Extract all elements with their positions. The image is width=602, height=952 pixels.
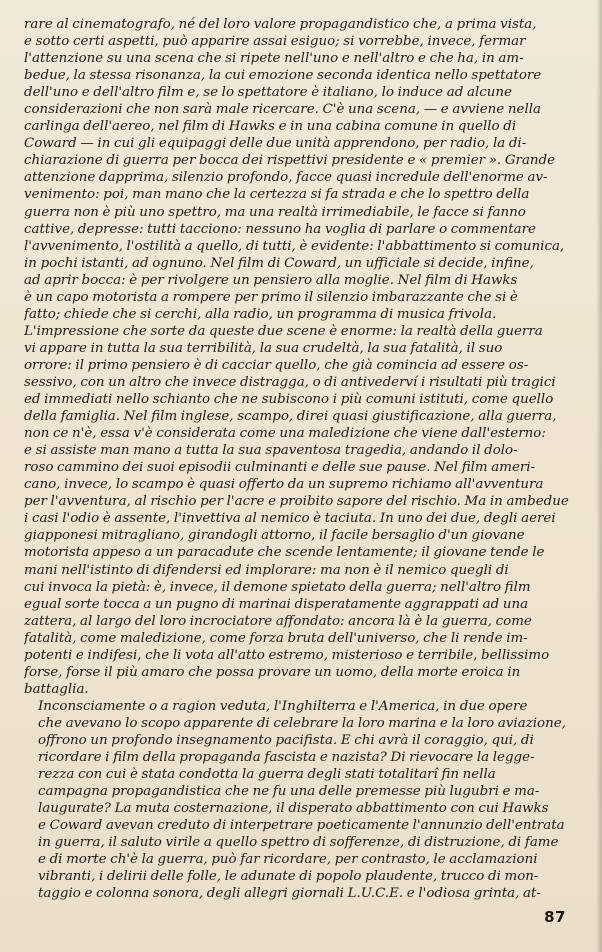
text-line: egual sorte tocca a un pugno di marinai disperatamente aggrappati ad una — [24, 596, 529, 612]
text-line: in guerra, il saluto virile a quello spettro di sofferenze, di distruzione, di fame — [38, 835, 559, 851]
text-line: venimento: poi, man mano che la certezza si fa strada e che lo spettro della — [24, 187, 530, 203]
text-line: cui invoca la pietà: è, invece, il demone spietato della guerra; nell'altro film — [24, 579, 531, 595]
text-line: motorista appeso a un paracadute che scende lentamente; il giovane tende le — [24, 545, 545, 561]
text-line: vi appare in tutta la sua terribilità, la sua crudeltà, la sua fatalità, il suo — [24, 340, 503, 356]
text-line: e sotto certi aspetti, può apparire assai esiguo; si vorrebbe, invece, fermar — [24, 34, 526, 50]
text-line: forse, forse il più amaro che possa provare un uomo, della morte eroica in — [24, 664, 521, 680]
text-line: attenzione dapprima, silenzio profondo, facce quasi incredule dell'enorme av- — [24, 170, 548, 186]
text-line: e Coward avevan creduto di interpetrare poeticamente l'annunzio dell'entrata — [38, 818, 565, 834]
text-line: della famiglia. Nel film inglese, scampo, direi quasi giustificazione, alla guerra, — [24, 409, 557, 425]
scan-edge-shadow — [596, 0, 602, 952]
text-line: vibranti, i delirii delle folle, le adunate di popolo plaudente, trucco di mon- — [38, 869, 539, 885]
text-line: fatto; chiede che si cerchi, alla radio, un programma di musica frivola. — [24, 306, 497, 322]
text-line: taggio e colonna sonora, degli allegri giornali L.U.C.E. e l'odiosa grinta, at- — [38, 886, 541, 902]
text-line: chiarazione di guerra per bocca dei rispettivi presidente e « premier ». Grande — [24, 153, 556, 169]
text-line: laugurate? La muta costernazione, il disperato abbattimento con cui Hawks — [38, 801, 549, 817]
paragraph-2 — [24, 698, 580, 903]
text-line: ricordare i film della propaganda fascista e nazista? Di rievocare la legge- — [38, 750, 535, 766]
text-line: in pochi istanti, ad ognuno. Nel film di Coward, un ufficiale si decide, infine, — [24, 255, 534, 271]
text-line: zattera, al largo del loro incrociatore affondato: ancora là è la guerra, come — [24, 613, 532, 629]
text-line: l'avvenimento, l'ostilità a quello, di tutti, è evidente: l'abbattimento si comunica, — [24, 238, 565, 254]
page-number: 87 — [544, 908, 566, 926]
body-text — [24, 16, 580, 902]
text-line: rare al cinematografo, né del loro valore propagandistico che, a prima vista, — [24, 17, 537, 32]
text-line: battaglia. — [24, 681, 89, 697]
text-line: e si assiste man mano a tutta la sua spaventosa tragedia, andando il dolo- — [24, 443, 518, 459]
text-line: potenti e indifesi, che li vota all'atto estremo, misterioso e terribile, bellissimo — [24, 647, 550, 663]
text-line: guerra non è più uno spettro, ma una realtà irrimediabile, le facce si fanno — [24, 204, 526, 220]
text-line: cattive, depresse: tutti tacciono: nessuno ha voglia di parlare o commentare — [24, 221, 536, 237]
text-line: campagna propagandistica che ne fu una delle premesse più lugubri e ma- — [38, 784, 540, 800]
paragraph-1 — [24, 16, 580, 698]
text-line: per l'avventura, al rischio per l'acre e proibito sapore del rischio. Ma in ambedue — [24, 494, 569, 510]
text-line: mani nell'istinto di difendersi ed implorare: ma non è il nemico quegli di — [24, 562, 509, 578]
text-line: ed immediati nello schianto che ne subiscono i più comuni istituti, come quello — [24, 392, 554, 408]
text-line: è un capo motorista a rompere per primo il silenzio imbarazzante che si è — [24, 289, 518, 305]
text-line: l'attenzione su una scena che si ripete nell'uno e nell'altro e che ha, in am- — [24, 51, 524, 67]
text-line: Inconsciamente o a ragion veduta, l'Inghilterra e l'America, in due opere — [38, 698, 528, 714]
text-line: bedue, la stessa risonanza, la cui emozione seconda identica nello spettatore — [24, 68, 542, 84]
text-line: Coward — in cui gli equipaggi delle due unità apprendono, per radio, la di- — [24, 136, 527, 152]
text-line: cano, invece, lo scampo è quasi offerto da un supremo richiamo all'avventura — [24, 477, 544, 493]
text-line: ad aprir bocca: è per rivolgere un pensiero alla moglie. Nel film di Hawks — [24, 272, 518, 288]
text-line: non ce n'è, essa v'è considerata come una maledizione che viene dall'esterno: — [24, 426, 546, 442]
text-line: fatalità, come maledizione, come forza bruta dell'universo, che li rende im- — [24, 630, 528, 646]
text-line: carlinga dell'aereo, nel film di Hawks e in una cabina comune in quello di — [24, 119, 517, 135]
text-line: sessivo, con un altro che invece distragga, o di antivederví i risultati più tragici — [24, 374, 556, 390]
text-line: orrore: il primo pensiero è di cacciar quello, che già comincia ad essere os- — [24, 357, 529, 373]
text-line: giapponesi mitragliano, girandogli attorno, il facile bersaglio d'un giovane — [24, 528, 525, 544]
text-line: roso cammino dei suoi episodii culminanti e delle sue pause. Nel film ameri- — [24, 460, 536, 476]
text-line: L'impressione che sorte da queste due scene è enorme: la realtà della guerra — [24, 323, 543, 339]
text-line: offrono un profondo insegnamento pacifista. E chi avrà il coraggio, qui, di — [38, 732, 534, 748]
text-line: considerazioni che non sarà male ricercare. C'è una scena, — e avviene nella — [24, 102, 541, 118]
text-line: che avevano lo scopo apparente di celebrare la loro marina e la loro aviazione, — [38, 715, 566, 731]
text-line: dell'uno e dell'altro film e, se lo spettatore è italiano, lo induce ad alcune — [24, 85, 512, 101]
text-line: rezza con cui è stata condotta la guerra degli stati totalitarî fin nella — [38, 767, 496, 783]
text-line: i casi l'odio è assente, l'invettiva al nemico è taciuta. In uno dei due, degli aerei — [24, 511, 556, 527]
text-line: e di morte ch'è la guerra, può far ricordare, per contrasto, le acclamazioni — [38, 852, 538, 868]
